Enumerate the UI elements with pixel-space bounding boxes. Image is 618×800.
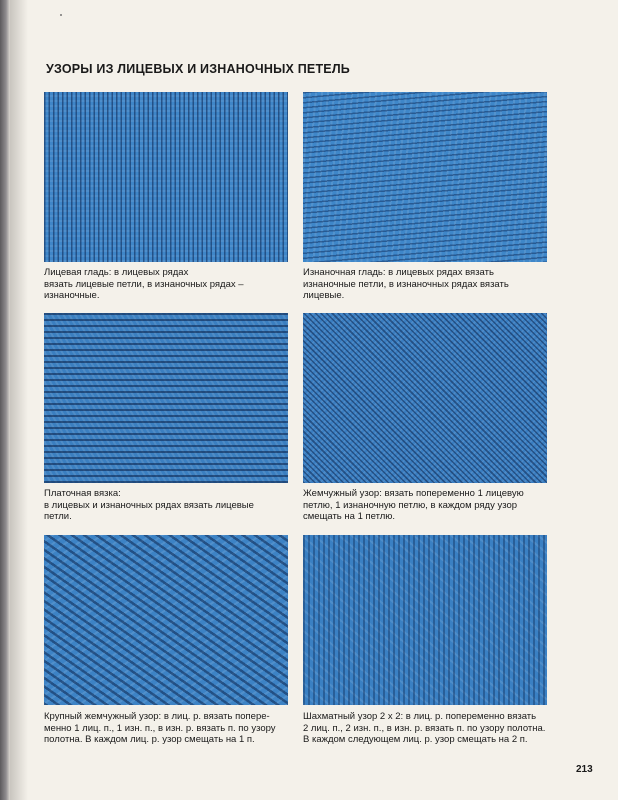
caption-reverse-stockinette [303, 267, 555, 302]
caption-line: В каждом следующем лиц. р. узор смещать на 2 п. [303, 734, 528, 745]
swatch-photo-large-seed [44, 535, 288, 705]
caption-line: изнаночные. [44, 290, 100, 301]
caption-line: лицевые. [303, 290, 345, 301]
page-title: УЗОРЫ ИЗ ЛИЦЕВЫХ И ИЗНАНОЧНЫХ ПЕТЕЛЬ [46, 62, 350, 76]
caption-line: Жемчужный узор: вязать попеременно 1 лицевую [303, 488, 524, 499]
caption-line: Платочная вязка: [44, 488, 121, 499]
caption-line: смещать на 1 петлю. [303, 511, 396, 522]
caption-line: полотна. В каждом лиц. р. узор смещать на 1 п. [44, 734, 255, 745]
swatch-photo-reverse-stockinette [303, 92, 547, 262]
swatch-photo-garter [44, 313, 288, 483]
caption-stockinette [44, 267, 296, 302]
caption-garter [44, 488, 296, 523]
caption-line: 2 лиц. п., 2 изн. п., в изн. р. вязать п. по узору полотна. [303, 722, 546, 734]
page-speck [60, 14, 62, 16]
book-spine [0, 0, 10, 800]
swatch-photo-stockinette [44, 92, 288, 262]
caption-line: Крупный жемчужный узор: в лиц. р. вязать попере- [44, 711, 270, 722]
caption-line: петли. [44, 511, 72, 522]
caption-line: петлю, 1 изнаночную петлю, в каждом ряду узор [303, 499, 518, 511]
caption-line: Лицевая гладь: в лицевых рядах [44, 267, 189, 278]
caption-line: вязать лицевые петли, в изнаночных рядах – [44, 278, 244, 290]
caption-seed [303, 488, 555, 523]
gutter-shadow [10, 0, 28, 800]
caption-line: Шахматный узор 2 х 2: в лиц. р. попеременно вязать [303, 711, 537, 722]
caption-checkerboard [303, 711, 555, 746]
caption-line: в лицевых и изнаночных рядах вязать лицевые [44, 499, 254, 511]
swatch-photo-seed [303, 313, 547, 483]
caption-large-seed [44, 711, 296, 746]
caption-line: изнаночные петли, в изнаночных рядах вязать [303, 278, 509, 290]
caption-line: менно 1 лиц. п., 1 изн. п., в изн. р. вязать п. по узору [44, 722, 276, 734]
swatch-photo-checkerboard [303, 535, 547, 705]
page-number: 213 [576, 764, 593, 775]
caption-line: Изнаночная гладь: в лицевых рядах вязать [303, 267, 494, 278]
